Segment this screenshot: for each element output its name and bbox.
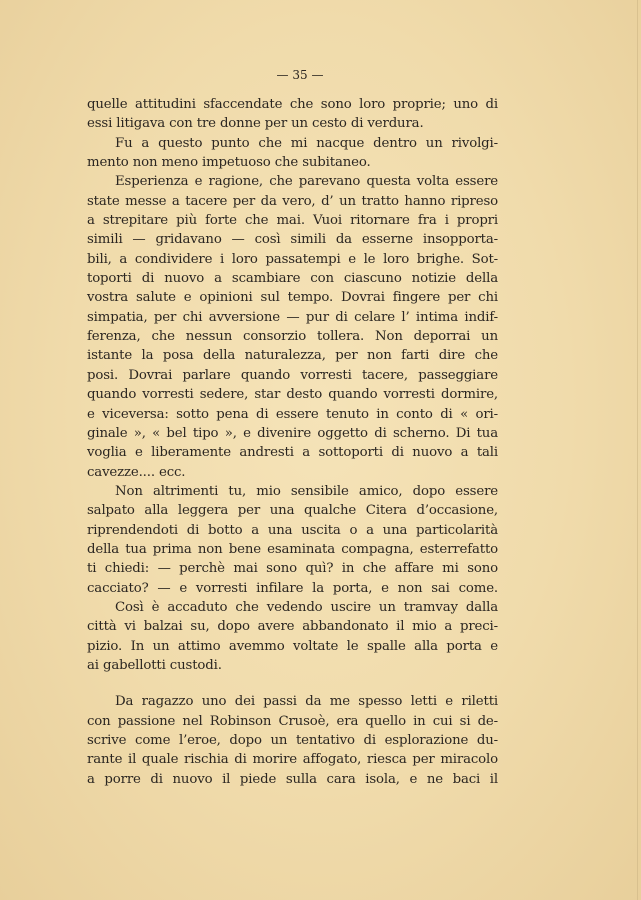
paragraph: [87, 134, 498, 173]
text-line: voglia e liberamente andresti a sottoporti di nuovo a tali: [87, 445, 498, 461]
text-line: della tua prima non bene esaminata compagna, esterrefatto: [87, 541, 498, 557]
text-line: città vi balzai su, dopo avere abbandonato il mio a preci-: [87, 619, 498, 635]
text-line: riprendendoti di botto a una uscita o a una particolarità: [87, 522, 498, 538]
text-line: salpato alla leggera per una qualche Citera d’occasione,: [87, 503, 498, 519]
text-line: ai gabellotti custodi.: [87, 657, 222, 673]
text-line: rante il quale rischia di morire affogato, riesca per miracolo: [87, 752, 498, 768]
text-line: quelle attitudini sfaccendate che sono loro proprie; uno di: [87, 97, 498, 112]
text-line: Non altrimenti tu, mio sensibile amico, dopo essere: [115, 483, 498, 499]
text-line: Così è accaduto che vedendo uscire un tramvay dalla: [115, 599, 498, 615]
text-line: toporti di nuovo a scambiare con ciascuno notizie della: [87, 271, 498, 287]
text-line: posi. Dovrai parlare quando vorresti tacere, passeggiare: [87, 367, 498, 383]
text-line: simili — gridavano — così simili da esserne insopporta-: [87, 232, 498, 248]
text-line: quando vorresti sedere, star desto quando vorresti dormire,: [87, 387, 498, 403]
text-line: a porre di nuovo il piede sulla cara isola, e ne baci il: [87, 771, 498, 787]
text-line: simpatia, per chi avversione — pur di celare l’ intima indif-: [87, 309, 498, 325]
text-line: ferenza, che nessun consorzio tollera. Non deporrai un: [87, 329, 498, 345]
text-line: pizio. In un attimo avemmo voltate le spalle alla porta e: [87, 638, 498, 654]
text-line: essi litigava con tre donne per un cesto di verdura.: [87, 116, 424, 132]
text-line: cacciato? — e vorresti infilare la porta, e non sai come.: [87, 580, 498, 596]
text-line: mento non meno impetuoso che subitaneo.: [87, 155, 371, 171]
paragraph: [87, 482, 498, 598]
text-line: Fu a questo punto che mi nacque dentro un rivolgi-: [115, 135, 498, 151]
text-line: e viceversa: sotto pena di essere tenuto in conto di « ori-: [87, 406, 498, 422]
text-line: ti chiedi: — perchè mai sono quì? in che affare mi sono: [87, 561, 498, 577]
body-text: [87, 95, 498, 789]
section-break: [87, 675, 498, 692]
text-line: Da ragazzo uno dei passi da me spesso letti e riletti: [115, 694, 498, 710]
page-edge: [637, 0, 638, 900]
text-line: cavezze.... ecc.: [87, 464, 186, 480]
text-line: istante la posa della naturalezza, per non farti dire che: [87, 348, 498, 364]
paragraph: [87, 692, 498, 789]
paragraph: [87, 172, 498, 482]
page-number: — 35 —: [276, 68, 324, 82]
text-line: con passione nel Robinson Crusoè, era quello in cui si de-: [87, 713, 498, 729]
text-line: vostra salute e opinioni sul tempo. Dovrai fingere per chi: [87, 290, 498, 306]
text-line: a strepitare più forte che mai. Vuoi ritornare fra i propri: [87, 213, 498, 229]
text-line: state messe a tacere per da vero, d’ un tratto hanno ripreso: [87, 193, 498, 209]
paragraph: [87, 598, 498, 675]
text-line: scrive come l’eroe, dopo un tentativo di esplorazione du-: [87, 733, 498, 748]
text-line: ginale », « bel tipo », e divenire oggetto di scherno. Di tua: [87, 425, 498, 441]
text-line: bili, a condividere i loro passatempi e le loro brighe. Sot-: [87, 251, 498, 267]
text-line: Esperienza e ragione, che parevano questa volta essere: [115, 174, 498, 190]
paragraph: [87, 95, 498, 134]
